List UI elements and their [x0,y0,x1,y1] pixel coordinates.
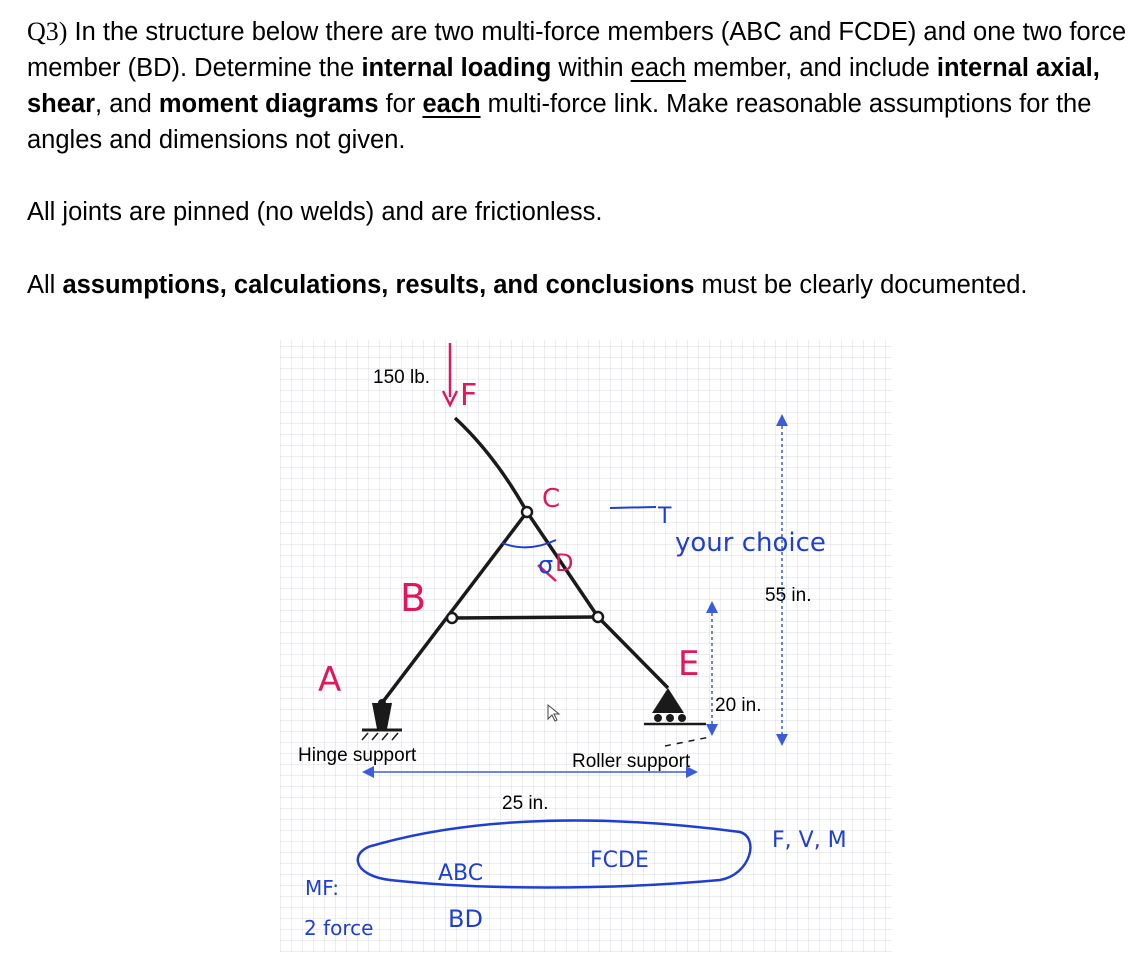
dim-55-label: 55 in. [765,585,812,606]
problem-statement [27,14,1137,303]
hand-theta: σ [538,551,554,579]
t-bar-icon [610,507,656,508]
documentation-note: All assumptions, calculations, results, and conclusions must be clearly documented. [27,271,1028,299]
hand-fvm: F, V, M [772,828,847,853]
hand-letter-d: D [555,549,574,577]
hand-letter-b: B [400,576,427,620]
hand-your-choice: your choice [675,528,826,558]
hand-bd: BD [448,905,483,933]
question-number: Q3) [27,17,68,46]
hand-abc: ABC [438,861,484,886]
structure-figure [280,335,895,955]
pin-d [593,612,603,622]
hand-letter-e: E [678,644,700,684]
pin-c [522,507,532,517]
hinge-label: Hinge support [298,745,417,766]
dim-25-label: 25 in. [502,793,549,814]
load-label: 150 lb. [373,367,431,388]
grid-background [280,340,892,952]
hand-letter-a: A [318,660,342,700]
question-paragraph: Q3) In the structure below there are two multi-force members (ABC and FCDE) and one two force member (BD). Determine the internal loading within each member, and include internal axial, shear, and moment diagrams for each multi-force link. Make reasonable assumptions for the angles and dimensions not given. [27,17,1127,154]
member-bd [452,617,598,618]
pin-b [447,613,457,623]
hand-t: T [658,504,672,529]
hand-letter-f: F [460,378,478,413]
roller-label: Roller support [572,751,691,772]
pinned-joints-note: All joints are pinned (no welds) and are frictionless. [27,198,603,226]
hand-mf: MF: [305,876,339,900]
dim-20-label: 20 in. [715,695,762,716]
hand-letter-c: C [542,484,561,514]
hand-fcde: FCDE [590,848,649,873]
hand-two-force: 2 force [304,916,374,940]
